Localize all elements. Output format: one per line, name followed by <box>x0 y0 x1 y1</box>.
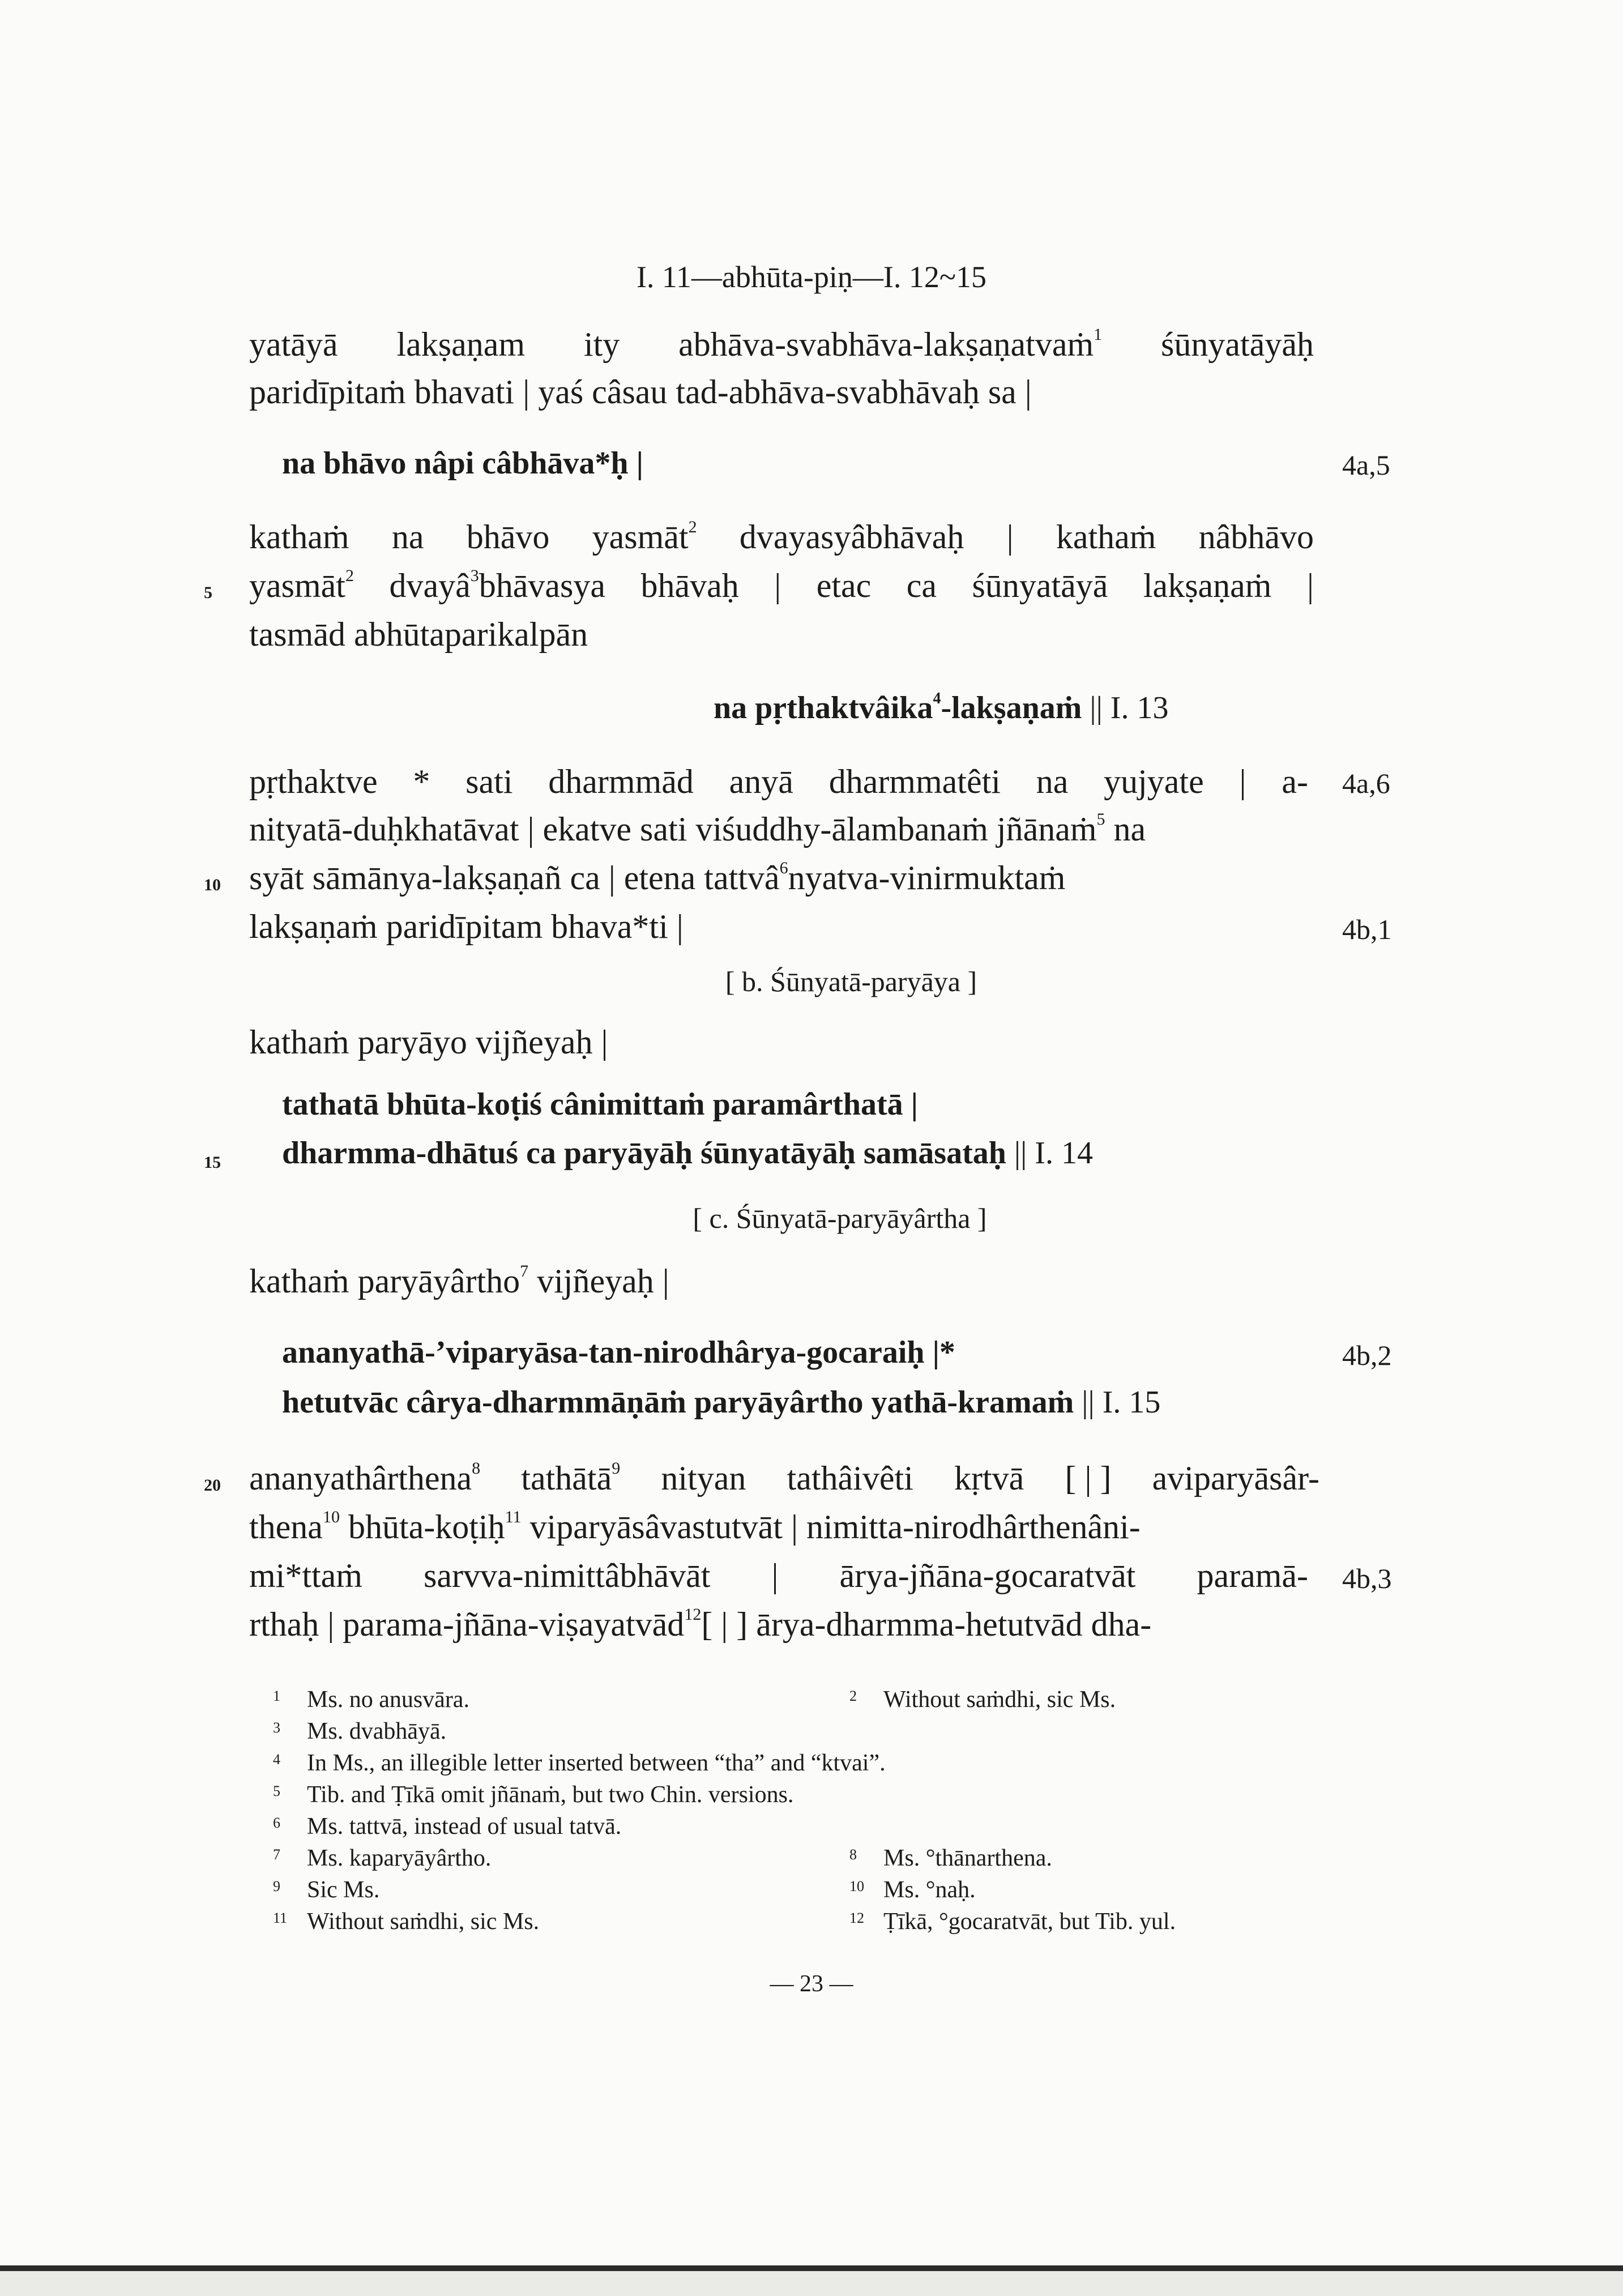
page-number: — 23 — <box>770 1971 853 1997</box>
word: bhāvo <box>466 518 550 556</box>
footnote <box>273 1783 793 1807</box>
footnote-number: 6 <box>273 1815 280 1831</box>
footnote-text: In Ms., an illegible letter inserted between “tha” and “ktvai”. <box>307 1750 886 1776</box>
footnote-ref: 2 <box>688 518 697 536</box>
footnote-text: Ms. °naḥ. <box>883 1877 976 1903</box>
text-line <box>249 1607 1151 1641</box>
verse-line <box>282 1137 1093 1169</box>
word <box>678 327 1102 361</box>
word: bhāvaḥ <box>640 567 739 604</box>
word: ca <box>906 567 937 604</box>
footnote-number: 10 <box>849 1878 864 1894</box>
text-run: nityatā-duḥkhatāvat | ekatve sati viśuddhy-ālambanaṁ jñānaṁ <box>249 810 1097 848</box>
word: mi*ttaṁ <box>249 1557 362 1594</box>
footnote-number: 7 <box>273 1846 280 1863</box>
word-text: abhāva-svabhāva-lakṣaṇatvaṁ <box>678 326 1094 363</box>
text-run: nyatva-vinirmuktaṁ <box>788 859 1066 897</box>
text-line <box>249 1559 1308 1593</box>
footnote <box>273 1688 469 1712</box>
word: ārya-jñāna-gocaratvāt <box>839 1557 1136 1594</box>
word: sati <box>465 763 513 800</box>
line-number: 15 <box>204 1153 221 1172</box>
word: lakṣaṇam <box>396 326 526 363</box>
word: yujyate <box>1104 763 1204 800</box>
text-line: lakṣaṇaṁ paridīpitam bhava*ti | <box>249 908 684 945</box>
verse-line: tathatā bhūta-koṭiś cânimittaṁ paramârthatā | <box>282 1087 918 1122</box>
word: | <box>1006 518 1014 556</box>
text-line <box>249 1510 1141 1544</box>
footnote-number: 2 <box>849 1688 857 1704</box>
running-header: I. 11—abhūta-piṇ—I. 12~15 <box>636 260 987 294</box>
margin-ref: 4a,5 <box>1342 449 1390 481</box>
word: kathaṁ <box>1056 518 1156 556</box>
section-heading: [ c. Śūnyatā-paryāyârtha ] <box>693 1202 987 1234</box>
text-run: kathaṁ paryāyârtho <box>249 1262 520 1300</box>
footnote-number: 1 <box>273 1688 280 1704</box>
word: nityan <box>661 1459 746 1497</box>
word: dharmmād <box>548 763 694 800</box>
text-run: rthaḥ | parama-jñāna-viṣayatvād <box>249 1606 685 1643</box>
margin-ref: 4b,3 <box>1342 1563 1392 1594</box>
text-line <box>249 765 1308 799</box>
word: paramā- <box>1197 1557 1308 1594</box>
word: | <box>1306 567 1314 604</box>
footnote <box>849 1878 976 1902</box>
text-run: [ | ] ārya-dharmma-hetutvād dha- <box>701 1606 1152 1643</box>
text-run: thena <box>249 1508 323 1546</box>
text-line <box>249 327 1314 361</box>
word: na <box>1036 763 1069 800</box>
footnote-ref: 12 <box>684 1605 702 1624</box>
word-text: dvayâ <box>389 567 471 604</box>
footnote-text: Sic Ms. <box>307 1877 380 1903</box>
footnote-number: 9 <box>273 1878 280 1894</box>
word <box>249 1461 480 1495</box>
footnote <box>273 1751 886 1775</box>
text-run: vijñeyaḥ | <box>528 1262 669 1300</box>
footnote-ref: 2 <box>345 566 354 585</box>
footnote-ref: 9 <box>612 1459 621 1478</box>
word: [ | ] <box>1065 1459 1112 1497</box>
word: lakṣaṇaṁ <box>1143 567 1272 604</box>
footnote <box>273 1910 539 1934</box>
footnote <box>849 1688 1116 1712</box>
line-number: 20 <box>204 1476 221 1495</box>
word: śūnyatāyāḥ <box>1161 326 1314 363</box>
word: a- <box>1282 763 1308 800</box>
text-line <box>249 861 1065 895</box>
verse-line: ananyathā-’viparyāsa-tan-nirodhârya-gocaraiḥ |* <box>282 1335 955 1370</box>
footnote-text: Without saṁdhi, sic Ms. <box>883 1687 1116 1713</box>
footnote-text: Ms. no anusvāra. <box>307 1687 469 1713</box>
footnote-text: Tib. and Ṭīkā omit jñānaṁ, but two Chin. versions. <box>307 1782 794 1808</box>
section-heading: [ b. Śūnyatā-paryāya ] <box>725 966 977 997</box>
footnote <box>273 1719 446 1743</box>
footnote-ref: 6 <box>779 859 788 877</box>
word <box>249 566 354 604</box>
word <box>521 1461 620 1495</box>
word-text: ananyathârthena <box>249 1459 472 1497</box>
verse-line <box>282 1386 1160 1418</box>
footnote-number: 8 <box>849 1846 857 1863</box>
footnote-ref: 3 <box>470 566 479 585</box>
word <box>389 566 605 604</box>
verse-text: na pṛthaktvâika <box>714 690 933 725</box>
footnote-number: 3 <box>273 1719 280 1736</box>
line-number: 10 <box>204 876 221 894</box>
footnote-ref: 10 <box>322 1508 340 1526</box>
footnote-ref: 8 <box>472 1459 481 1478</box>
footnote-text: Without saṁdhi, sic Ms. <box>307 1909 540 1935</box>
footnote-number: 11 <box>273 1910 288 1926</box>
text-run: bhūta-koṭiḥ <box>339 1508 505 1546</box>
footnote <box>849 1846 1052 1870</box>
word: dvayasyâbhāvaḥ <box>739 518 964 556</box>
text-line: paridīpitaṁ bhavati | yaś câsau tad-abhāva-svabhāvaḥ sa | <box>249 373 1032 411</box>
footnote-ref: 11 <box>505 1508 522 1526</box>
scan-margin <box>0 2271 1623 2296</box>
word: pṛthaktve <box>249 763 378 800</box>
footnote-text: Ṭīkā, °gocaratvāt, but Tib. yul. <box>883 1909 1176 1935</box>
word-text: yasmāt <box>592 518 689 556</box>
text-line <box>249 1264 669 1298</box>
verse-number: || I. 15 <box>1082 1385 1161 1420</box>
footnote-ref: 4 <box>933 690 941 707</box>
footnote-number: 12 <box>849 1910 864 1926</box>
footnote <box>273 1815 621 1838</box>
footnote-ref: 5 <box>1096 810 1105 829</box>
word: śūnyatāyā <box>972 567 1108 604</box>
footnote-text: Ms. kaparyāyârtho. <box>307 1845 492 1871</box>
margin-ref: 4b,1 <box>1342 914 1392 945</box>
text-line <box>249 520 1314 554</box>
footnote-number: 4 <box>273 1751 280 1768</box>
word: na <box>391 518 424 556</box>
word: sarvva-nimittâbhāvāt <box>423 1557 711 1594</box>
word: yatāyā <box>249 326 338 363</box>
text-line <box>249 812 1146 846</box>
text-run: na <box>1113 810 1146 848</box>
word <box>592 520 697 554</box>
word-text: tathātā <box>521 1459 612 1497</box>
word: anyā <box>729 763 793 800</box>
verse-line <box>714 692 1168 724</box>
verse-line: na bhāvo nâpi câbhāva*ḥ | <box>282 446 643 481</box>
word: ity <box>583 326 620 363</box>
word: nâbhāvo <box>1198 518 1314 556</box>
footnote <box>273 1878 379 1902</box>
margin-ref: 4a,6 <box>1342 767 1390 799</box>
footnote-text: Ms. °thānarthena. <box>883 1845 1052 1871</box>
footnote-ref: 1 <box>1094 325 1103 344</box>
text-line: kathaṁ paryāyo vijñeyaḥ | <box>249 1023 608 1061</box>
word: | <box>774 567 781 604</box>
text-line <box>249 1461 1319 1495</box>
word-text: yasmāt <box>249 567 345 604</box>
word: tathâivêti <box>787 1459 913 1497</box>
verse-text: -lakṣaṇaṁ <box>941 690 1082 725</box>
footnote-text: Ms. dvabhāyā. <box>307 1718 447 1744</box>
scan-edge <box>0 2265 1623 2271</box>
verse-text: dharmma-dhātuś ca paryāyāḥ śūnyatāyāḥ samāsataḥ <box>282 1136 1006 1171</box>
footnote-number: 5 <box>273 1783 280 1799</box>
word: dharmmatêti <box>828 763 1001 800</box>
text-line: tasmād abhūtaparikalpān <box>249 616 588 653</box>
verse-number: || I. 14 <box>1014 1136 1093 1171</box>
margin-ref: 4b,2 <box>1342 1339 1392 1371</box>
word: kathaṁ <box>249 518 349 556</box>
footnote <box>849 1910 1176 1934</box>
verse-number: || I. 13 <box>1090 690 1169 725</box>
word: kṛtvā <box>954 1459 1024 1497</box>
text-run: syāt sāmānya-lakṣaṇañ ca | etena tattvâ <box>249 859 780 897</box>
footnote-ref: 7 <box>520 1262 529 1281</box>
word: aviparyāsâr- <box>1152 1459 1319 1497</box>
word: | <box>771 1557 779 1594</box>
line-number: 5 <box>204 583 212 602</box>
text-line <box>249 566 1314 604</box>
footnote-text: Ms. tattvā, instead of usual tatvā. <box>307 1813 622 1840</box>
footnote <box>273 1846 491 1870</box>
word: * <box>413 763 430 800</box>
text-run: viparyāsâvastutvāt | nimitta-nirodhârthenâni- <box>521 1508 1141 1546</box>
word-text: bhāvasya <box>479 567 605 604</box>
word: | <box>1239 763 1246 800</box>
word: etac <box>816 567 872 604</box>
verse-text: hetutvāc cârya-dharmmāṇāṁ paryāyârtho yathā-kramaṁ <box>282 1385 1074 1420</box>
